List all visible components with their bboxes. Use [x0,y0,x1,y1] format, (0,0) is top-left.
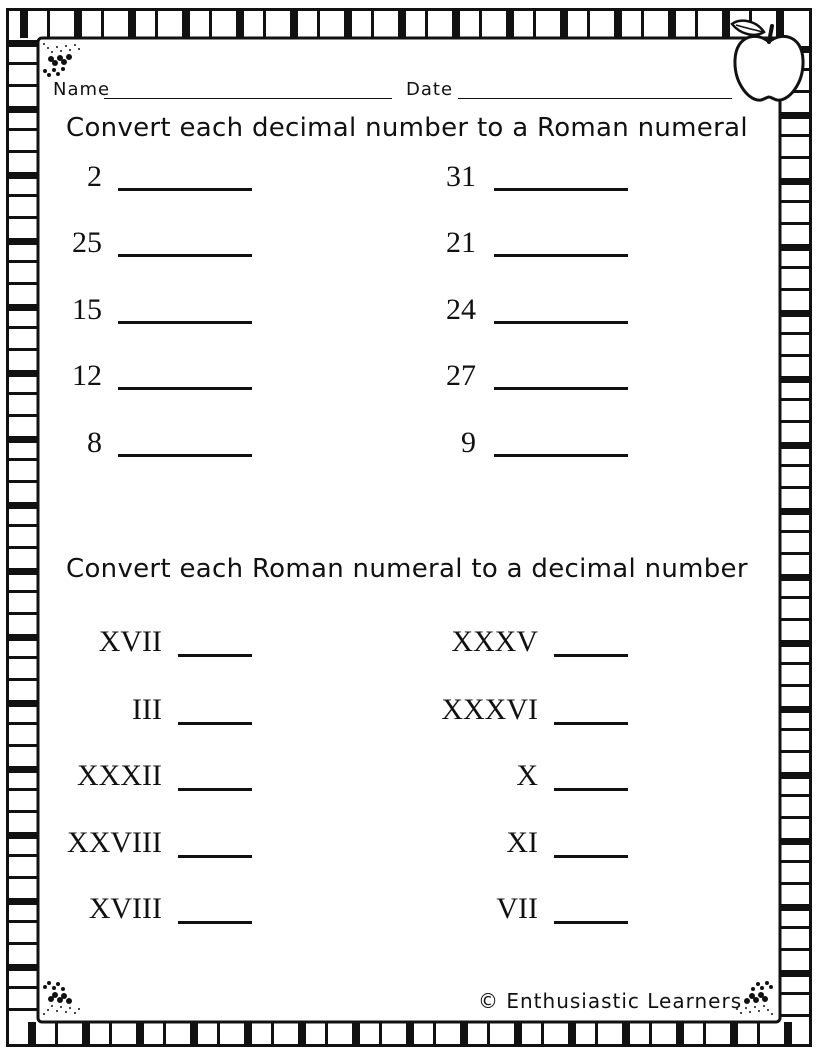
roman-prompt: X [516,759,538,792]
answer-line[interactable] [554,855,628,858]
decimal-prompt: 24 [446,293,476,326]
date-label: Date [406,79,454,100]
answer-line[interactable] [494,321,628,324]
answer-line[interactable] [554,722,628,725]
section1-title: Convert each decimal number to a Roman numeral [66,113,748,143]
answer-line[interactable] [178,654,252,657]
answer-line[interactable] [554,654,628,657]
answer-line[interactable] [494,254,628,257]
roman-prompt: XXXVI [441,693,538,726]
answer-line[interactable] [554,788,628,791]
roman-prompt: III [132,693,162,726]
answer-line[interactable] [118,454,252,457]
answer-line[interactable] [118,387,252,390]
roman-prompt: XVII [98,625,162,658]
name-label: Name [53,79,111,100]
answer-line[interactable] [494,387,628,390]
decimal-prompt: 9 [461,426,476,459]
section2-title: Convert each Roman numeral to a decimal number [66,554,748,584]
answer-line[interactable] [118,188,252,191]
decimal-prompt: 2 [87,160,102,193]
roman-prompt: XXVIII [67,826,162,859]
decimal-prompt: 25 [72,226,102,259]
answer-line[interactable] [178,722,252,725]
answer-line[interactable] [118,321,252,324]
answer-line[interactable] [118,254,252,257]
copyright-text: © Enthusiastic Learners [478,989,743,1013]
decimal-prompt: 15 [72,293,102,326]
name-field[interactable] [104,98,392,99]
answer-line[interactable] [554,921,628,924]
decimal-prompt: 12 [72,359,102,392]
apple-icon [728,14,810,106]
roman-prompt: XXXV [451,625,538,658]
decimal-prompt: 27 [446,359,476,392]
answer-line[interactable] [494,188,628,191]
roman-prompt: XI [506,826,538,859]
decimal-prompt: 21 [446,226,476,259]
answer-line[interactable] [494,454,628,457]
decimal-prompt: 31 [446,160,476,193]
answer-line[interactable] [178,855,252,858]
decimal-prompt: 8 [87,426,102,459]
roman-prompt: XXXII [77,759,162,792]
roman-prompt: VII [496,892,538,925]
answer-line[interactable] [178,788,252,791]
answer-line[interactable] [178,921,252,924]
roman-prompt: XVIII [88,892,162,925]
date-field[interactable] [458,98,732,99]
